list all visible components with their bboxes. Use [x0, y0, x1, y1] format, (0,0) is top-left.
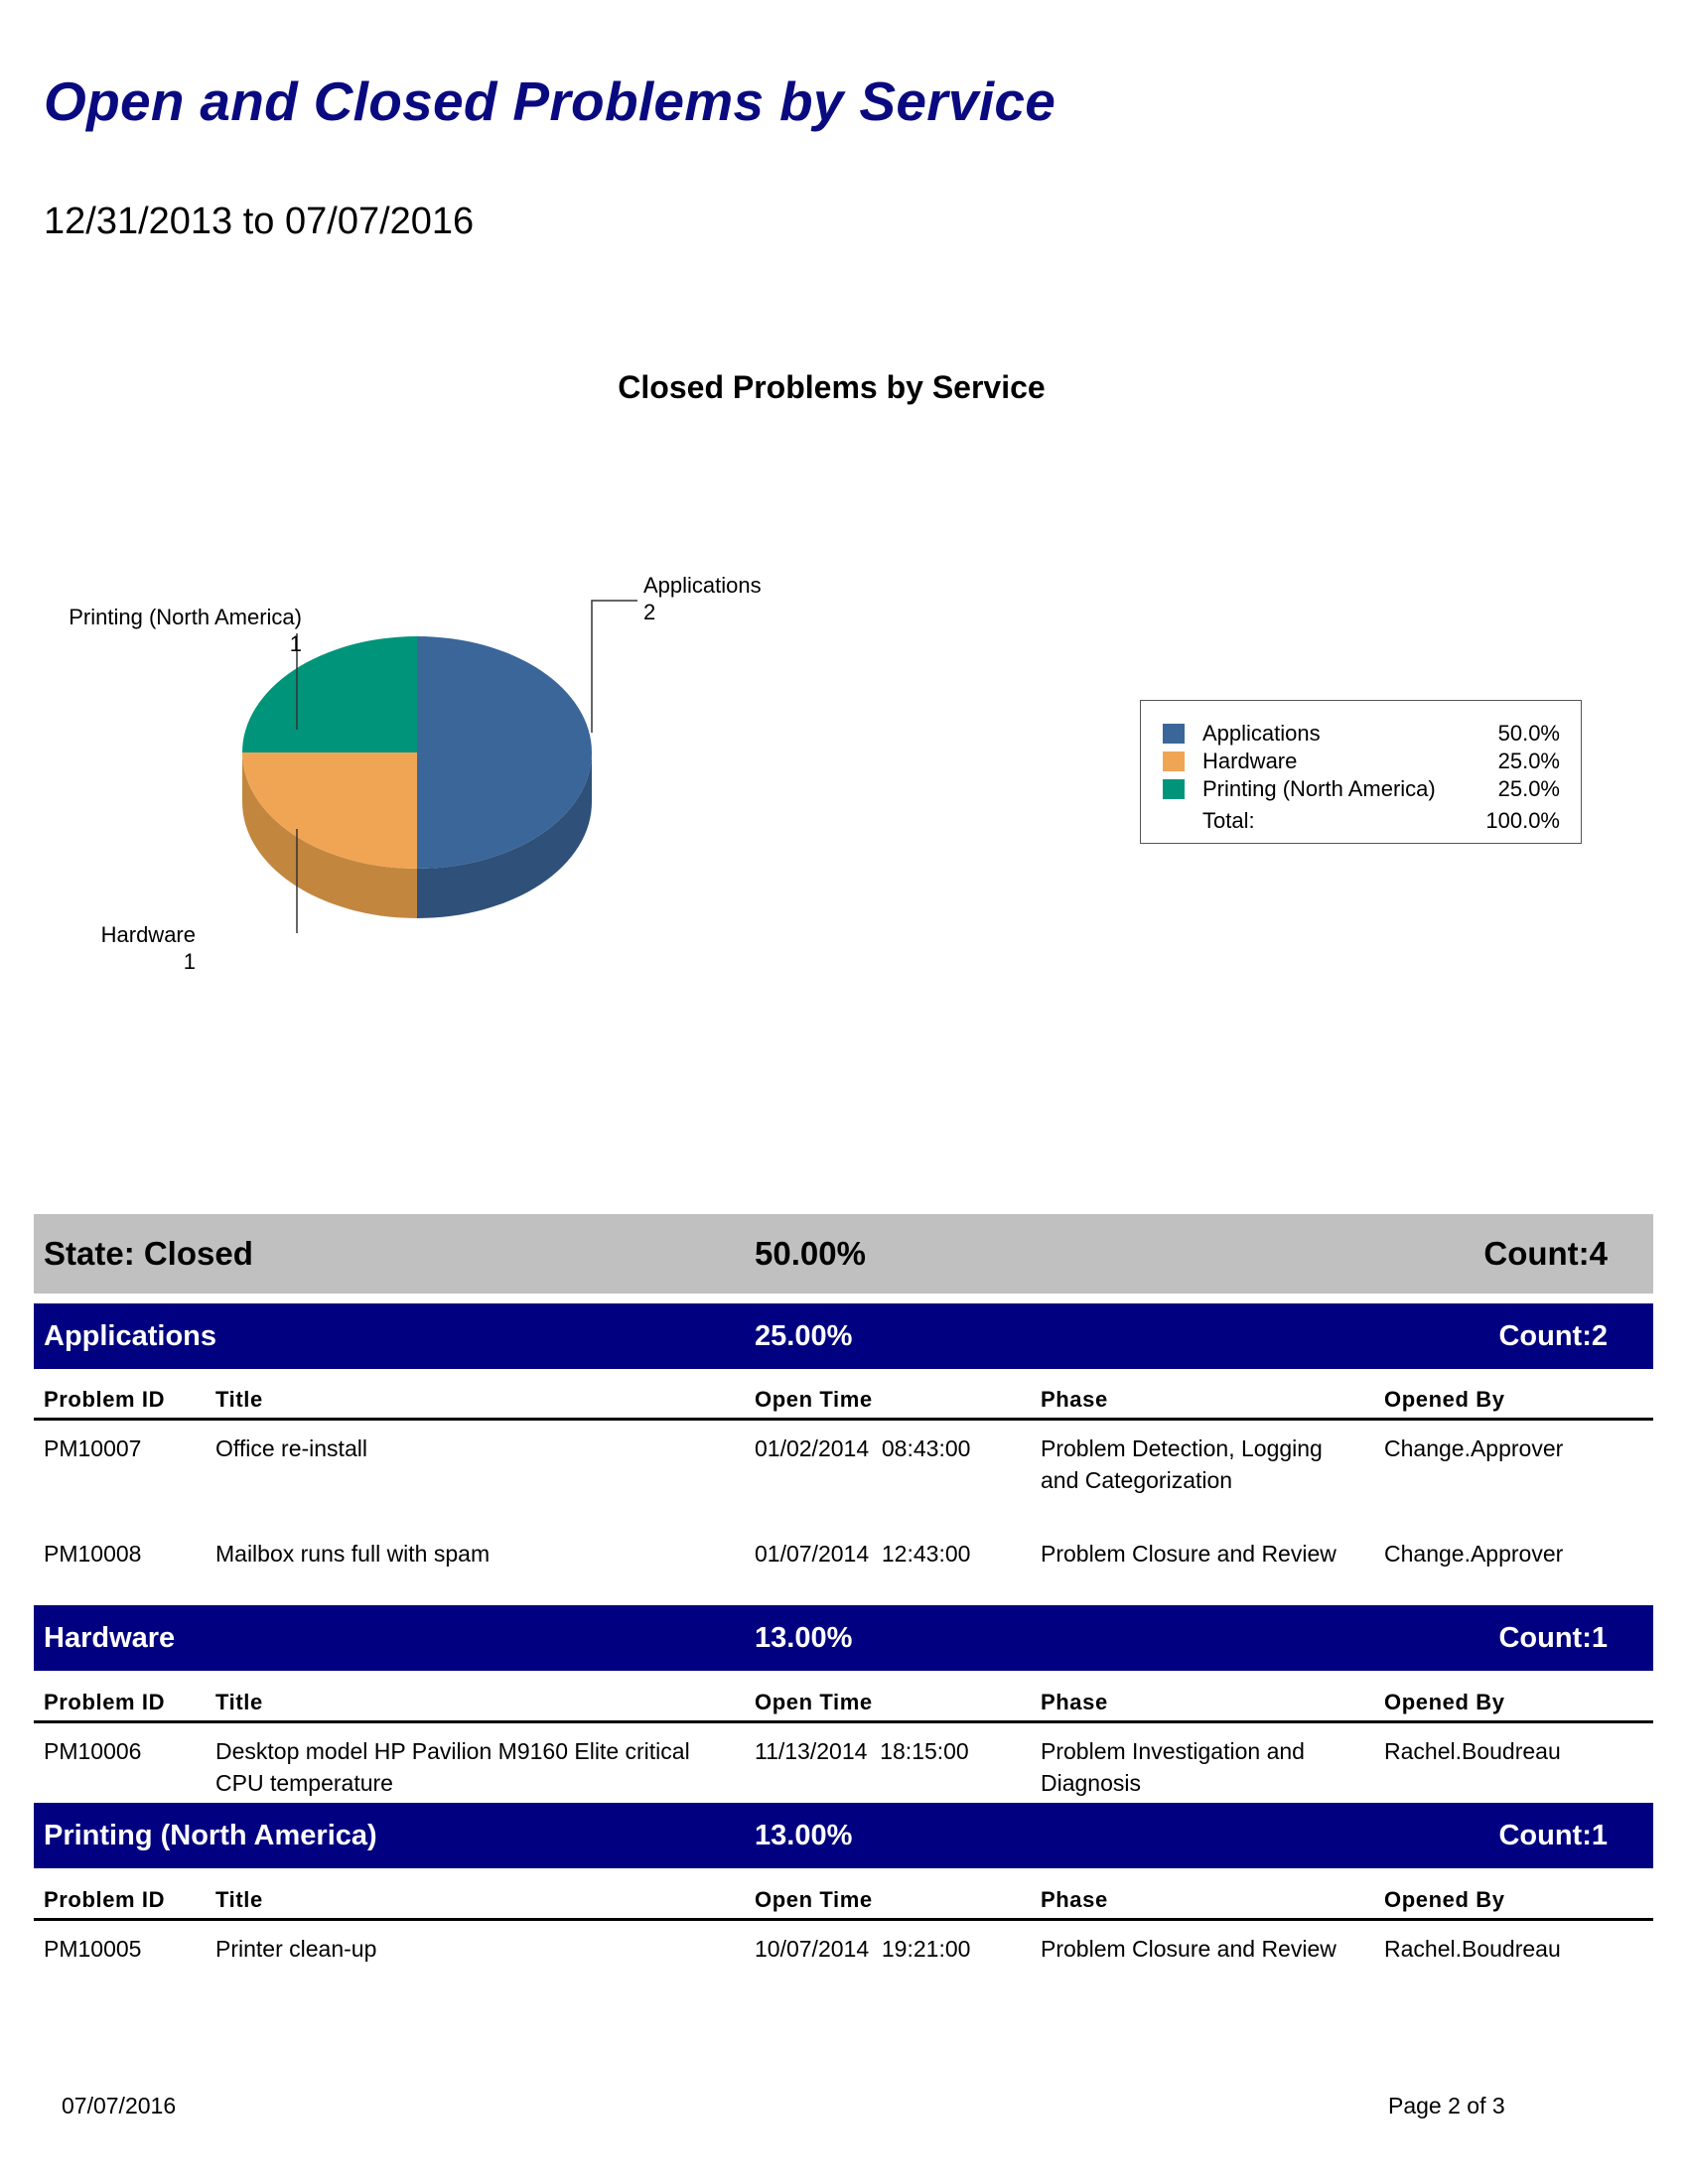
- group-name: Printing (North America): [44, 1820, 377, 1851]
- legend-item: [1163, 748, 1560, 774]
- callout-label: Applications: [643, 573, 762, 598]
- cell-open-time: 01/07/2014 12:43:00: [755, 1541, 971, 1567]
- footer-date: 07/07/2016: [62, 2093, 177, 2118]
- col-title: Title: [215, 1387, 263, 1412]
- legend-total-label: Total:: [1202, 808, 1255, 833]
- cell-phase: Problem Closure and Review: [1041, 1541, 1336, 1567]
- cell-opened-by: Change.Approver: [1384, 1541, 1564, 1567]
- legend-label: Hardware: [1202, 749, 1298, 773]
- column-header-row: [34, 1384, 1653, 1421]
- cell-problem-id: PM10007: [44, 1435, 142, 1461]
- legend-label: Applications: [1202, 721, 1321, 746]
- group-percent: 25.00%: [755, 1320, 853, 1352]
- page-number: Page 2 of 3: [1388, 2093, 1505, 2118]
- col-phase: Phase: [1041, 1690, 1108, 1714]
- cell-title: Mailbox runs full with spam: [215, 1541, 491, 1567]
- group-percent: 13.00%: [755, 1622, 853, 1654]
- col-opened-by: Opened By: [1384, 1387, 1505, 1412]
- col-open-time: Open Time: [755, 1387, 873, 1412]
- callout-label: Printing (North America): [69, 605, 302, 629]
- legend-item: [1163, 720, 1560, 747]
- col-open-time: Open Time: [755, 1690, 873, 1714]
- callout-value: 1: [183, 949, 196, 974]
- state-count: Count:4: [1483, 1235, 1608, 1272]
- col-opened-by: Opened By: [1384, 1887, 1505, 1912]
- column-header-row: [34, 1884, 1653, 1921]
- legend-swatch: [1163, 779, 1185, 799]
- col-title: Title: [215, 1887, 263, 1912]
- chart-legend: [1140, 700, 1582, 844]
- callout-hardware: [79, 921, 196, 975]
- cell-title: Office re-install: [215, 1435, 367, 1461]
- col-title: Title: [215, 1690, 263, 1714]
- group-name: Applications: [44, 1320, 217, 1352]
- group-count: Count:1: [1498, 1622, 1608, 1654]
- cell-open-time: 01/02/2014 08:43:00: [755, 1435, 971, 1461]
- cell-opened-by: Rachel.Boudreau: [1384, 1936, 1561, 1962]
- cell-open-time: 11/13/2014 18:15:00: [755, 1738, 969, 1764]
- group-count: Count:1: [1498, 1820, 1608, 1851]
- cell-title: Desktop model HP Pavilion M9160 Elite critical CPU temperature: [215, 1738, 690, 1796]
- cell-phase: Problem Detection, Logging and Categorization: [1041, 1435, 1323, 1493]
- cell-opened-by: Change.Approver: [1384, 1435, 1564, 1461]
- cell-title: Printer clean-up: [215, 1936, 377, 1962]
- legend-total: [1163, 807, 1560, 834]
- col-phase: Phase: [1041, 1887, 1108, 1912]
- col-opened-by: Opened By: [1384, 1690, 1505, 1714]
- group-header-printing: [34, 1803, 1653, 1868]
- callout-value: 1: [289, 631, 302, 656]
- state-percent: 50.00%: [755, 1235, 866, 1272]
- callout-applications: [643, 572, 762, 625]
- chart-title: Closed Problems by Service: [618, 369, 1046, 405]
- legend-swatch: [1163, 751, 1185, 771]
- callout-printing: [40, 604, 302, 657]
- legend-percent: 25.0%: [1497, 776, 1560, 801]
- col-phase: Phase: [1041, 1387, 1108, 1412]
- legend-swatch: [1163, 724, 1185, 744]
- column-header-row: [34, 1687, 1653, 1723]
- report-title: Open and Closed Problems by Service: [44, 70, 1056, 132]
- cell-open-time: 10/07/2014 19:21:00: [755, 1936, 971, 1962]
- cell-problem-id: PM10005: [44, 1936, 142, 1962]
- group-name: Hardware: [44, 1622, 176, 1654]
- group-header-applications: [34, 1303, 1653, 1369]
- cell-phase: Problem Closure and Review: [1041, 1936, 1336, 1962]
- cell-opened-by: Rachel.Boudreau: [1384, 1738, 1561, 1764]
- leader-line-applications: [592, 601, 637, 733]
- callout-value: 2: [643, 600, 656, 624]
- cell-problem-id: PM10006: [44, 1738, 142, 1764]
- date-range: 12/31/2013 to 07/07/2016: [44, 201, 475, 242]
- legend-percent: 50.0%: [1497, 721, 1560, 746]
- cell-phase: Problem Investigation and Diagnosis: [1041, 1738, 1305, 1796]
- state-header: [34, 1214, 1653, 1294]
- group-header-hardware: [34, 1605, 1653, 1671]
- legend-percent: 25.0%: [1497, 749, 1560, 773]
- group-percent: 13.00%: [755, 1820, 853, 1851]
- group-count: Count:2: [1498, 1320, 1608, 1352]
- col-problem-id: Problem ID: [44, 1887, 166, 1912]
- col-open-time: Open Time: [755, 1887, 873, 1912]
- legend-item: [1163, 775, 1560, 802]
- legend-total-value: 100.0%: [1485, 808, 1560, 833]
- cell-problem-id: PM10008: [44, 1541, 142, 1567]
- col-problem-id: Problem ID: [44, 1387, 166, 1412]
- legend-label: Printing (North America): [1202, 776, 1436, 801]
- col-problem-id: Problem ID: [44, 1690, 166, 1714]
- callout-label: Hardware: [100, 922, 196, 947]
- state-label: State: Closed: [44, 1235, 253, 1272]
